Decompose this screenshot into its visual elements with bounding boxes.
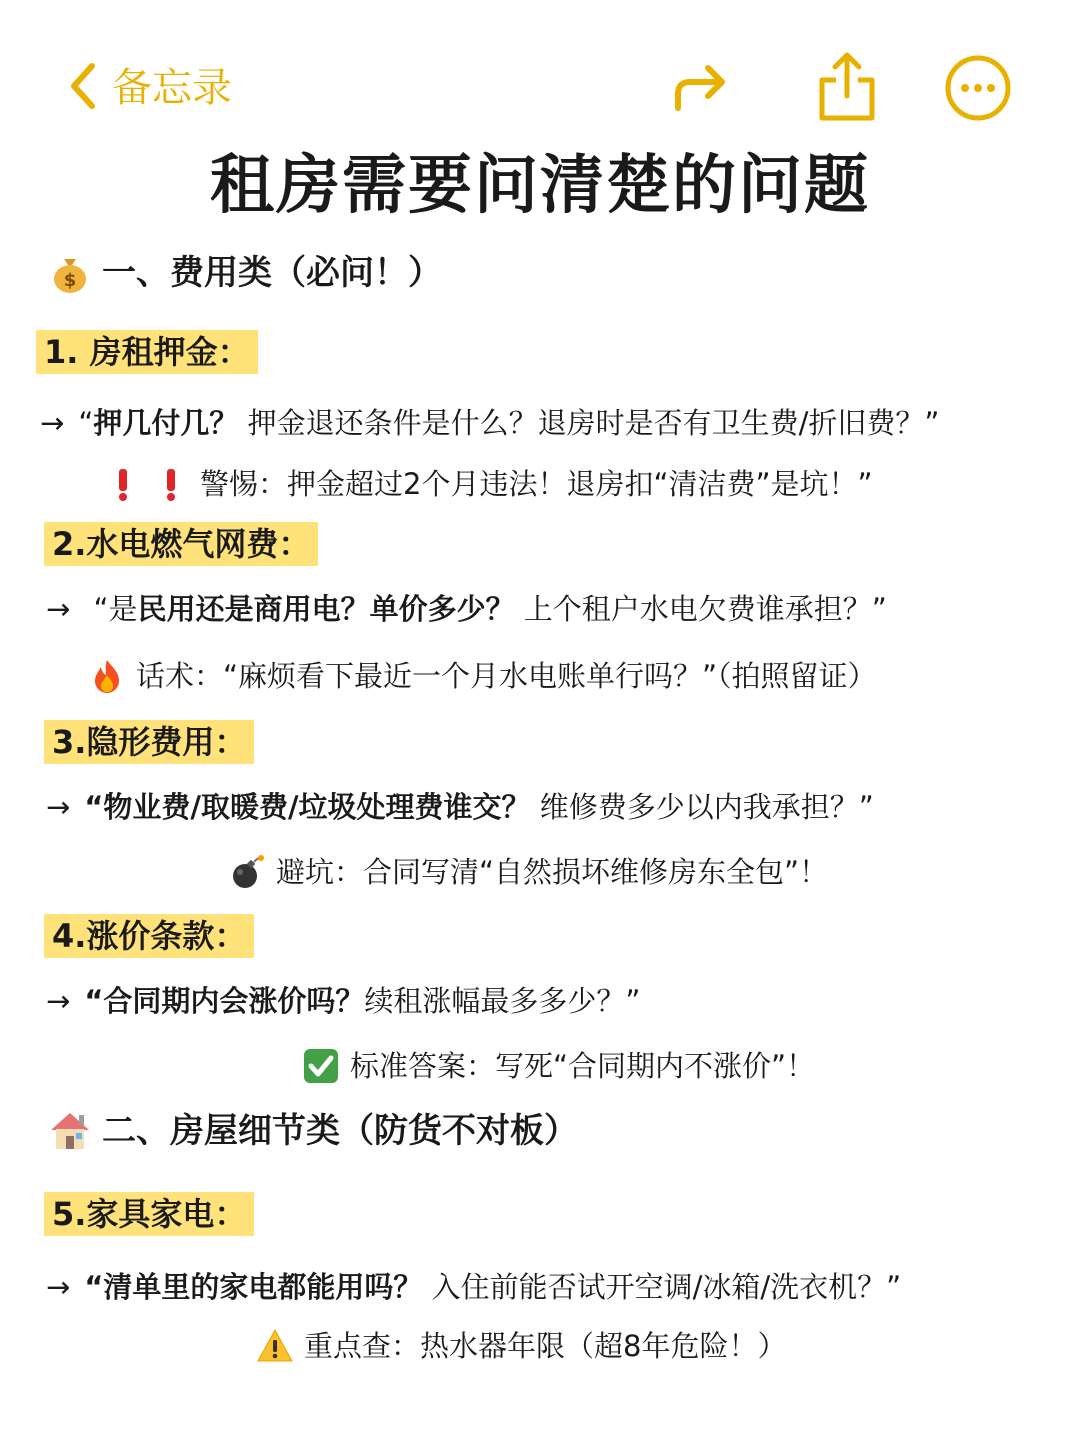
question-rest: 上个租户水电欠费谁承担？” [523,592,887,626]
page-title: 租房需要问清楚的问题 [210,149,870,223]
chevron-left-icon [66,61,98,115]
tip-line-deposit [104,460,873,508]
arrow-icon: → [46,1270,71,1304]
item-heading-furniture: 5.家具家电： [44,1192,254,1236]
share-icon[interactable] [814,50,880,124]
back-button[interactable] [66,58,232,118]
tip-line-furniture [256,1322,786,1370]
tip-line-utilities [88,652,877,700]
more-icon[interactable] [944,54,1012,122]
tip-text: 重点查：热水器年限（超8年危险！） [304,1329,787,1363]
question-open: “是 [93,592,138,626]
item-heading-utilities: 2.水电燃气网费： [44,522,318,566]
exclamation-icon [152,465,190,503]
redo-icon[interactable] [668,56,732,120]
question-line-utilities [46,584,887,634]
section-heading-fees [48,248,442,298]
question-bold: “物业费/取暖费/垃圾处理费谁交？ [84,790,531,824]
question-bold: “合同期内会涨价吗？ [84,984,365,1018]
section-heading-house-details [48,1106,578,1156]
question-rest: 入住前能否试开空调/冰箱/洗衣机？” [431,1270,902,1304]
tip-text: 避坑：合同写清“自然损坏维修房东全包”！ [276,855,829,889]
section-heading-text: 二、房屋细节类（防货不对板） [102,1111,578,1151]
question-bold: “清单里的家电都能用吗？ [84,1270,423,1304]
arrow-icon: → [46,984,71,1018]
section-heading-text: 一、费用类（必问！） [102,253,442,293]
question-bold: 押几付几？ [93,406,239,440]
tip-text: 话术：“麻烦看下最近一个月水电账单行吗？”（拍照留证） [136,659,877,693]
exclamation-icon [104,465,142,503]
tip-text: 警惕：押金超过2个月违法！退房扣“清洁费”是坑！” [200,467,873,501]
item-heading-hidden-fees: 3.隐形费用： [44,720,254,764]
question-line-hidden-fees [46,782,874,832]
question-line-price-increase [46,976,640,1026]
svg-text:$: $ [63,270,77,291]
question-line-furniture [46,1262,901,1312]
money-bag-icon [48,251,92,295]
question-rest: 押金退还条件是什么？退房时是否有卫生费/折旧费？” [247,406,940,440]
question-rest: 维修费多少以内我承担？” [539,790,874,824]
item-heading-price-increase: 4.涨价条款： [44,914,254,958]
check-mark-icon [302,1047,340,1085]
question-bold: 民用还是商用电？单价多少？ [137,592,515,626]
arrow-icon: → [40,406,65,440]
item-heading-deposit: 1. 房租押金： [36,330,258,374]
arrow-icon: → [46,790,71,824]
question-line-deposit [40,398,939,448]
house-icon [48,1109,92,1153]
tip-line-hidden-fees [228,848,828,896]
tip-line-price-increase [302,1042,815,1090]
back-label: 备忘录 [112,65,232,111]
warning-icon [256,1327,294,1365]
question-rest: 续租涨幅最多多少？” [364,984,641,1018]
quote-open: “ [78,406,94,440]
arrow-icon: → [46,592,71,626]
fire-icon [88,657,126,695]
tip-text: 标准答案：写死“合同期内不涨价”！ [350,1049,816,1083]
bomb-icon [228,853,266,891]
